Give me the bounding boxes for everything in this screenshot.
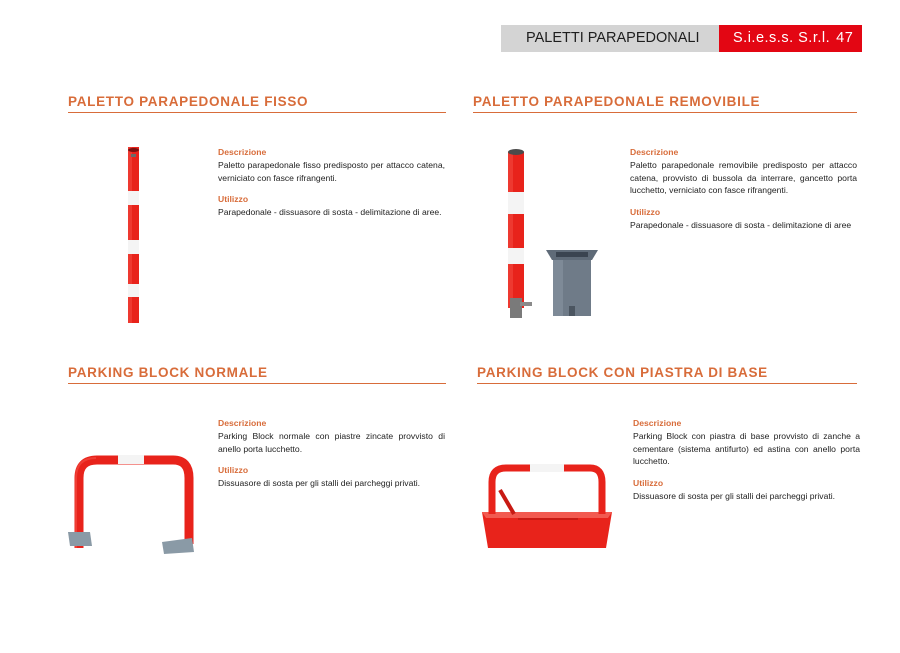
- utilizzo-label: Utilizzo: [218, 465, 249, 476]
- utilizzo-label: Utilizzo: [630, 207, 661, 218]
- page-header: [501, 25, 862, 52]
- utilizzo-text: Parapedonale - dissuasore di sosta - delimitazione di aree: [630, 219, 852, 230]
- brand-name: S.i.e.s.s. S.r.l.: [733, 30, 831, 46]
- parking-block-icon: [66, 452, 200, 558]
- utilizzo-label: Utilizzo: [633, 478, 664, 489]
- descrizione-label: Descrizione: [218, 418, 267, 428]
- removable-bollard-icon: [500, 146, 610, 324]
- product-desc-removibile: [630, 146, 857, 241]
- product-title-parking-normale: PARKING BLOCK NORMALE: [68, 365, 446, 384]
- descrizione-text: Parking Block con piastra di base provvisto di zanche a cementare (sistema antifurto) ed astina con anello porta lucchetto.: [633, 430, 860, 467]
- utilizzo-text: Dissuasore di sosta per gli stalli dei parcheggi privati.: [218, 478, 421, 489]
- descrizione-text: Paletto parapedonale fisso predisposto per attacco catena, verniciato con fasce rifrangenti.: [218, 159, 445, 183]
- brand-box: [719, 25, 862, 52]
- product-title-removibile: PALETTO PARAPEDONALE REMOVIBILE: [473, 94, 857, 113]
- descrizione-text: Paletto parapedonale removibile predisposto per attacco catena, provvisto di bussola da interrare, gancetto porta lucchetto, verniciato con fasce rifrangenti.: [630, 159, 857, 196]
- product-desc-parking-piastra: [633, 417, 860, 512]
- descrizione-text: Parking Block normale con piastre zincate provvisto di anello porta lucchetto.: [218, 430, 445, 454]
- page-number: 47: [836, 30, 854, 46]
- section-title: PALETTI PARAPEDONALI: [501, 25, 719, 52]
- utilizzo-label: Utilizzo: [218, 194, 249, 205]
- product-title-fisso: PALETTO PARAPEDONALE FISSO: [68, 94, 446, 113]
- descrizione-label: Descrizione: [630, 147, 679, 157]
- product-desc-fisso: [218, 146, 445, 228]
- utilizzo-text: Dissuasore di sosta per gli stalli dei parcheggi privati.: [633, 490, 836, 501]
- product-desc-parking-normale: [218, 417, 445, 499]
- descrizione-label: Descrizione: [633, 418, 682, 428]
- product-title-parking-piastra: PARKING BLOCK CON PIASTRA DI BASE: [477, 365, 857, 384]
- utilizzo-text: Parapedonale - dissuasore di sosta - delimitazione di aree.: [218, 207, 442, 218]
- descrizione-label: Descrizione: [218, 147, 267, 157]
- parking-block-base-plate-icon: [478, 460, 616, 554]
- fixed-bollard-icon: [122, 145, 146, 327]
